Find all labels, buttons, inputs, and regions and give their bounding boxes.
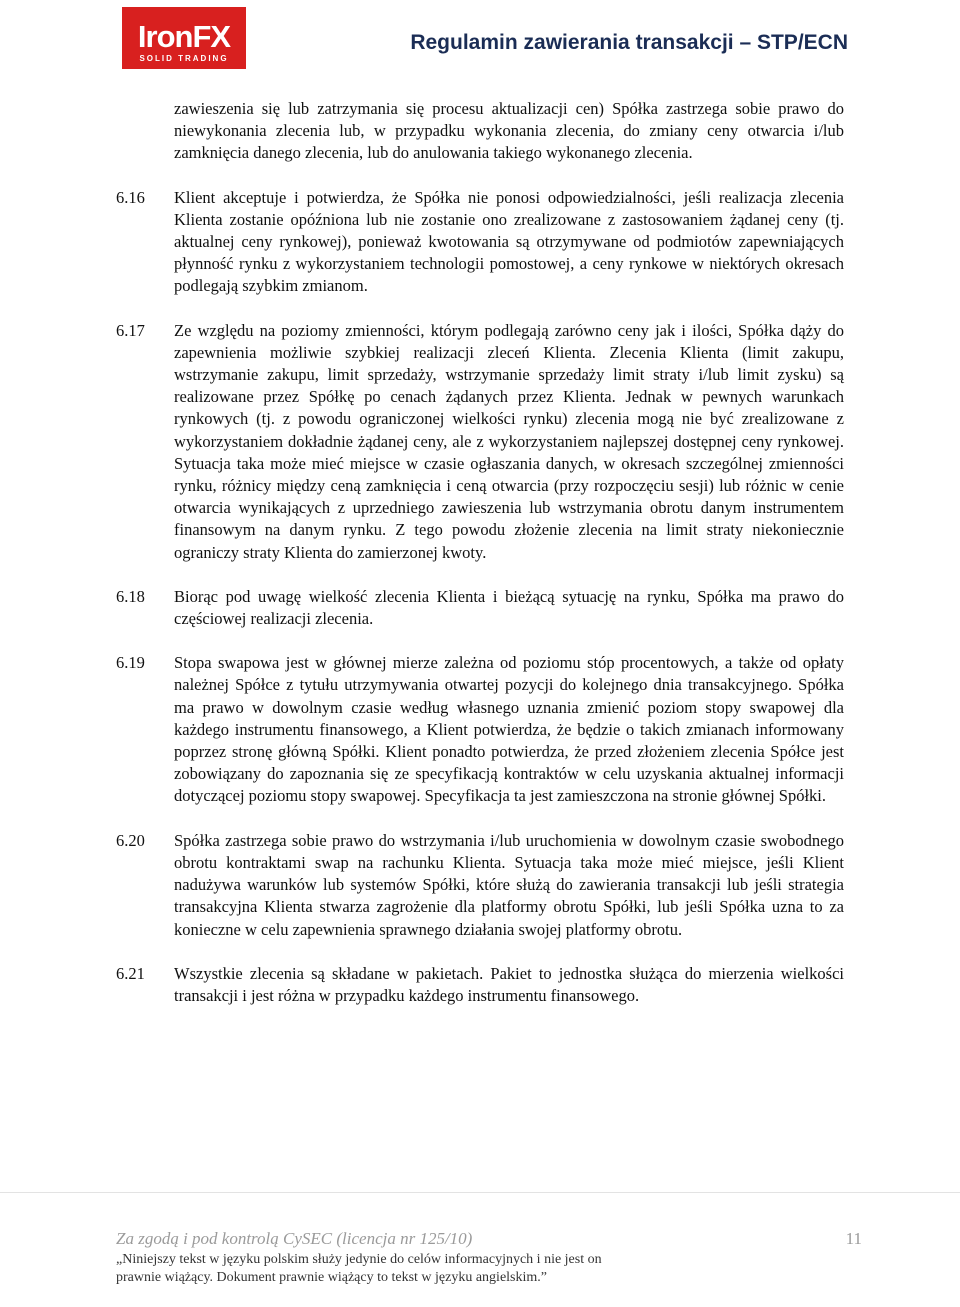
document-title: Regulamin zawierania transakcji – STP/ECN [410,31,848,54]
section-number [116,98,174,165]
footer-disclaimer: „Niniejszy tekst w języku polskim służy jedynie do celów informacyjnych i nie jest on prawnie wiążący. Dokument prawnie wiążący to tekst w języku angielskim.” [116,1252,602,1286]
section-continuation [116,98,844,165]
section-number: 6.17 [116,320,145,340]
page-header [0,0,960,80]
section-text: Stopa swapowa jest w głównej mierze zależna od poziomu stóp procentowych, a także od opłaty należnej Spółce z tytułu utrzymywania otwartej pozycji do kolejnego dnia transakcyjnego. Spółka ma prawo w dowolnym czasie według własnego uznania zmienić poziom stopy swapowej dla każdego instrumentu finansowego, a Klient potwierdza, że będzie o takich zmianach informowany poprzez stronę główną Spółki. Klient ponadto potwierdza, że przed złożeniem zlecenia Spółce jest zobowiązany do zapoznania się ze specyfikacją kontraktów w celu uzyskania aktualnej informacji dotyczącej poziomu stopy swapowej. Specyfikacja ta jest zamieszczona na stronie głównej Spółki. [174,653,844,806]
logo-tagline: SOLID TRADING [139,54,229,63]
section-text: Biorąc pod uwagę wielkość zlecenia Klienta i bieżącą sytuację na rynku, Spółka ma prawo do częściowej realizacji zlecenia. [174,586,844,629]
page-number: 11 [845,1229,862,1248]
section-text: Ze względu na poziomy zmienności, którym podlegają zarówno ceny jak i ilości, Spółka dąży do zapewnienia możliwie szybkiej realizacji zleceń Klienta. Zlecenia Klienta (limit zakupu, wstrzymanie zakupu, limit sprzedaży, wstrzymanie sprzedaży limit straty i/lub limit zysku) są realizowane przez Spółkę po cenach żądanych przez Klienta. Jednak w pewnych warunkach rynkowych (tj. z powodu ograniczonej wielkości rynku) zlecenia mogą nie być zrealizowane z wykorzystaniem dokładnie żądanej ceny, ale z wykorzystaniem najlepszej dostępnej ceny rynkowej. Sytuacja taka może mieć miejsce w czasie ogłaszania danych, w okresach szczególnej zmienności rynku, różnicy między ceną zamknięcia i ceną otwarcia (przy rozpoczęciu sesji) lub różnic w cenie otwarcia wynikających z uprzedniego zawieszenia lub wstrzymania obrotu danym instrumentem finansowym na danym rynku. Z tego powodu złożenie zlecenia na limit straty niekoniecznie ograniczy straty Klienta do zamierzonej kwoty. [174,320,844,562]
section-number: 6.18 [116,586,145,606]
section-text: Wszystkie zlecenia są składane w pakietach. Pakiet to jednostka służąca do mierzenia wielkości transakcji i jest różna w przypadku każdego instrumentu finansowego. [174,963,844,1005]
logo-wordmark: IronFX [137,19,231,54]
section-6-19 [116,652,844,807]
section-6-20 [116,830,844,941]
section-text: Spółka zastrzega sobie prawo do wstrzymania i/lub uruchomienia w dowolnym czasie swobodnego obrotu kontraktami swap na rachunku Klienta. Sytuacja taka może mieć miejsce, jeśli Klient nadużywa warunków lub systemów Spółki, które służą do zawierania transakcji lub jeśli strategia transakcyjna Klienta stwarza zagrożenie dla platformy obrotu Spółki, lub jeśli Spółka uzna to za konieczne w celu zapewnienia sprawnego działania swojej platformy obrotu. [174,830,844,939]
section-number: 6.20 [116,830,145,850]
section-6-17 [116,320,844,564]
section-number: 6.21 [116,963,145,983]
document-body [116,98,844,1029]
section-number: 6.16 [116,187,145,207]
section-6-18 [116,586,844,630]
section-text: zawieszenia się lub zatrzymania się procesu aktualizacji cen) Spółka zastrzega sobie prawo do niewykonania zlecenia lub, w przypadku wykonania zlecenia, do zmiany ceny otwarcia i/lub zamknięcia danego zlecenia, lub do anulowania takiego wykonanego zlecenia. [174,99,844,163]
ironfx-logo [122,7,246,69]
section-text: Klient akceptuje i potwierdza, że Spółka nie ponosi odpowiedzialności, jeśli realizacja zlecenia Klienta zostanie opóźniona lub nie zostanie ono zrealizowane z zastosowaniem żądanej ceny (tj. aktualnej ceny rynkowej), ponieważ kwotowania są otrzymywane od podmiotów zapewniających płynność rynku z wykorzystaniem technologii pomostowej, a ceny rynkowe w niektórych okresach podlegają szybkim zmianom. [174,187,844,296]
footer-cysec-license: Za zgodą i pod kontrolą CySEC (licencja nr 125/10) [116,1229,473,1248]
section-number: 6.19 [116,653,145,673]
footer-divider [0,1192,960,1193]
section-6-16 [116,187,844,298]
section-6-21 [116,963,844,1007]
